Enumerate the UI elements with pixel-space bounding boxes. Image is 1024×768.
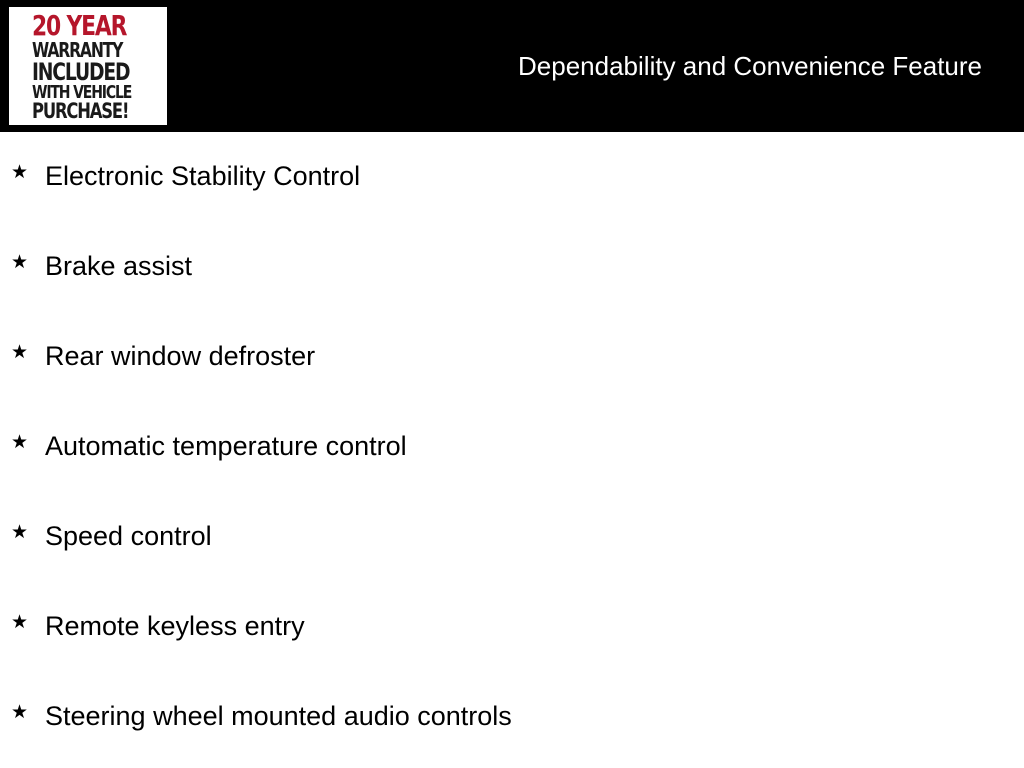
list-item	[0, 582, 1024, 672]
star-icon: ★	[11, 341, 29, 363]
feature-label: Remote keyless entry	[45, 611, 305, 641]
badge-line-4: WITH VEHICLE	[32, 82, 132, 103]
page-title: Dependability and Convenience Feature	[518, 51, 982, 81]
star-icon: ★	[11, 521, 29, 543]
star-icon: ★	[11, 161, 29, 183]
list-item	[0, 492, 1024, 582]
badge-line-2: WARRANTY	[32, 38, 123, 62]
feature-label: Speed control	[45, 521, 212, 551]
list-item	[0, 402, 1024, 492]
feature-label: Electronic Stability Control	[45, 161, 361, 191]
feature-label: Rear window defroster	[45, 341, 316, 371]
feature-label: Brake assist	[45, 251, 193, 281]
star-icon: ★	[11, 251, 29, 273]
list-item	[0, 222, 1024, 312]
list-item	[0, 132, 1024, 222]
star-icon: ★	[11, 701, 29, 723]
list-item	[0, 312, 1024, 402]
badge-line-1: 20 YEAR	[32, 9, 127, 42]
feature-label: Steering wheel mounted audio controls	[45, 701, 512, 731]
feature-label: Automatic temperature control	[45, 431, 407, 461]
warranty-badge	[9, 7, 167, 125]
badge-line-3: INCLUDED	[32, 58, 130, 86]
star-icon: ★	[11, 611, 29, 633]
list-item	[0, 672, 1024, 762]
badge-line-5: PURCHASE!	[32, 99, 129, 123]
header-bar	[0, 0, 1024, 132]
feature-list	[0, 132, 1024, 762]
star-icon: ★	[11, 431, 29, 453]
